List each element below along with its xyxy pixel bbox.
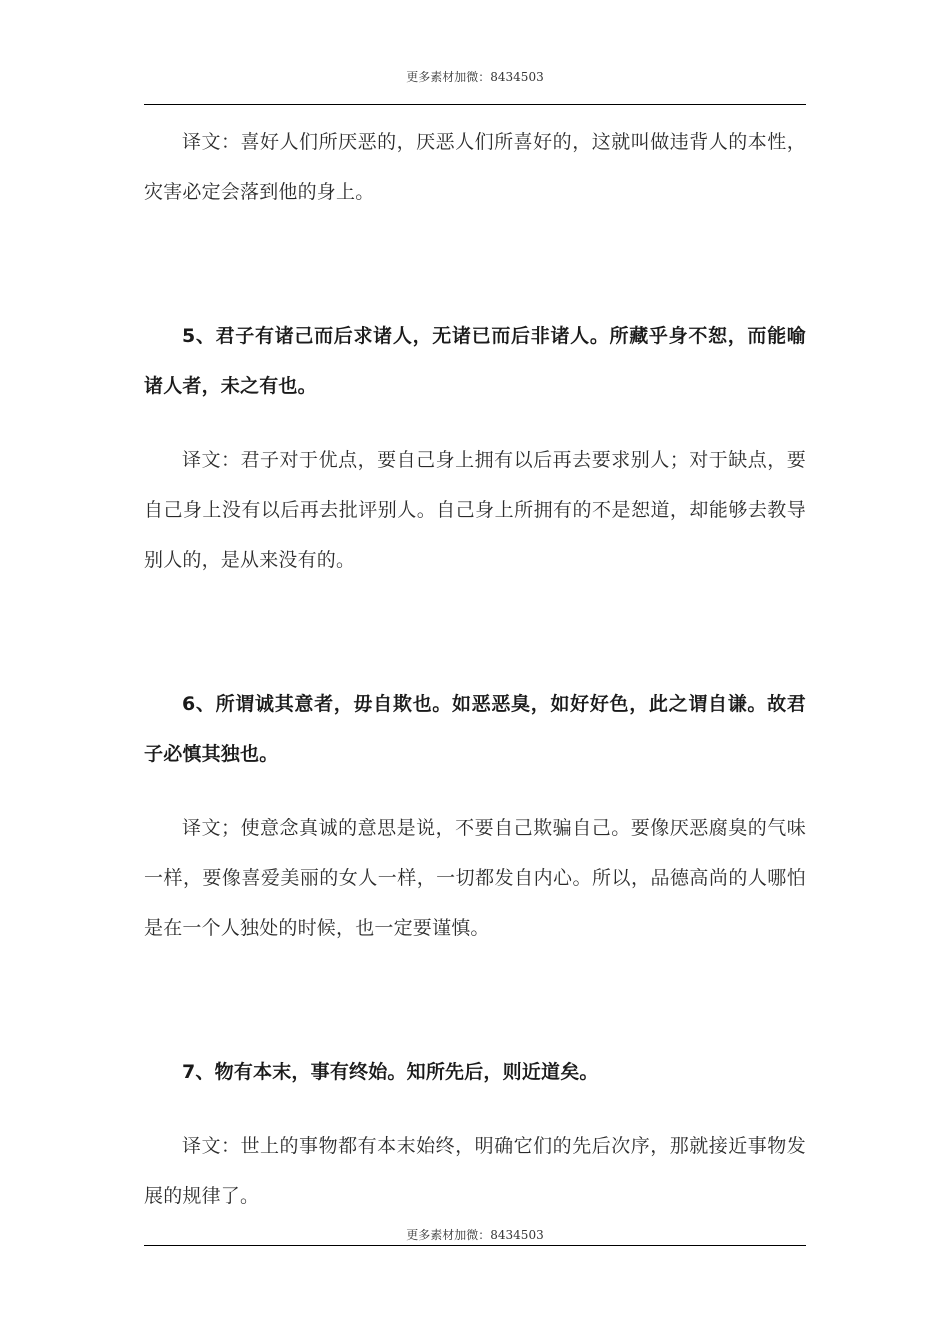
page-header: 更多素材加微：8434503 (406, 70, 544, 84)
quote-6: 6、所谓诚其意者，毋自欺也。如恶恶臭，如好好色，此之谓自谦。故君子必慎其独也。 (144, 693, 806, 765)
translation-6: 译文；使意念真诚的意思是说，不要自己欺骗自己。要像厌恶腐臭的气味一样，要像喜爱美丽的女人一样，一切都发自内心。所以，品德高尚的人哪怕是在一个人独处的时候，也一定要谨慎。 (144, 817, 806, 939)
header-divider (144, 104, 806, 105)
translation-4: 译文：喜好人们所厌恶的，厌恶人们所喜好的，这就叫做违背人的本性，灾害必定会落到他的身上。 (144, 131, 806, 203)
translation-5: 译文：君子对于优点，要自己身上拥有以后再去要求别人；对于缺点，要自己身上没有以后再去批评别人。自己身上所拥有的不是恕道，却能够去教导别人的，是从来没有的。 (144, 449, 806, 571)
translation-7: 译文：世上的事物都有本末始终，明确它们的先后次序，那就接近事物发展的规律了。 (144, 1135, 806, 1207)
quote-7: 7、物有本末，事有终始。知所先后，则近道矣。 (182, 1061, 599, 1083)
page-footer: 更多素材加微：8434503 (406, 1228, 544, 1242)
quote-5: 5、君子有诸己而后求诸人，无诸已而后非诸人。所藏乎身不恕，而能喻诸人者，未之有也。 (144, 325, 806, 397)
footer-divider (144, 1245, 806, 1246)
